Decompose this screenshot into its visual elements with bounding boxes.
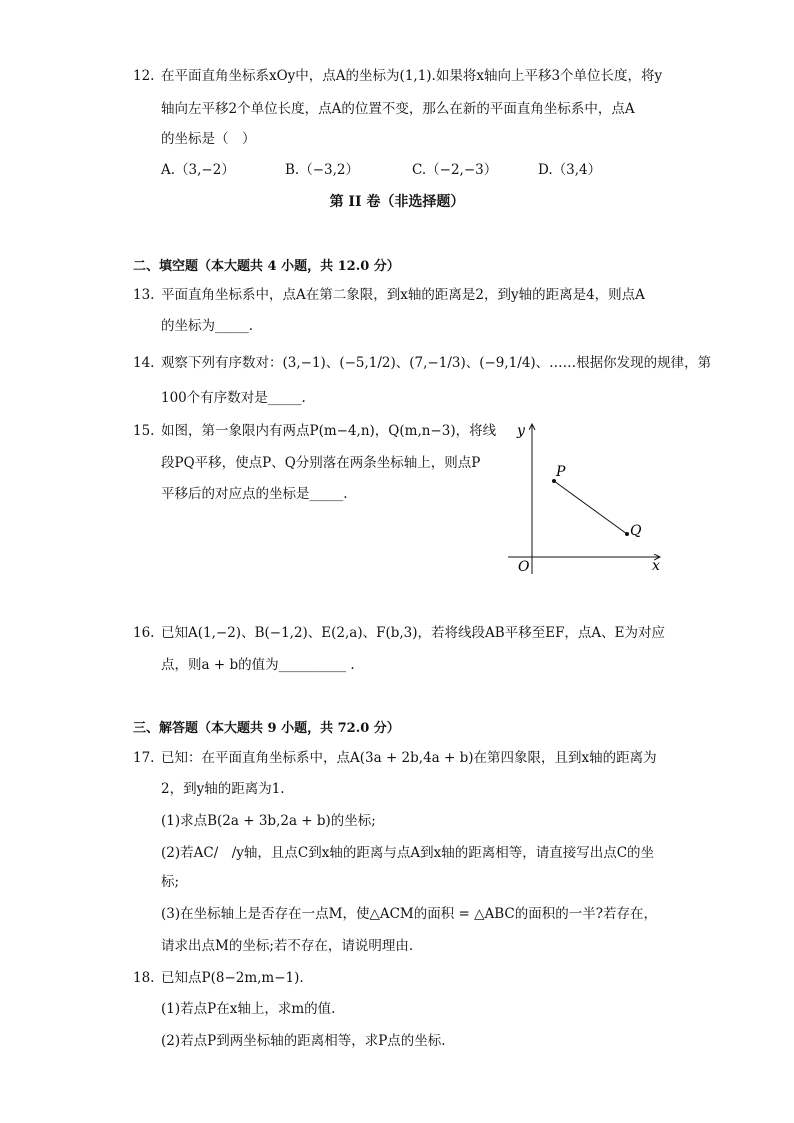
coordinate-figure [500,418,670,578]
x-axis-label: x [652,558,660,574]
question-text-line: (2)若点P到两坐标轴的距离相等，求P点的坐标. [161,1033,446,1049]
question-text-line: (1)若点P在x轴上，求m的值. [161,1001,336,1017]
y-axis-label: y [517,423,525,439]
question-text-line: 标; [161,874,180,890]
point-p-label: P [556,464,566,480]
question-number: 18. [133,970,155,986]
option-c: C.（−2,−3） [412,162,498,178]
question-number: 16. [133,625,155,641]
point-q-label: Q [630,523,642,539]
question-text-line: 观察下列有序数对：(3,−1)、(−5,1/2)、(7,−1/3)、(−9,1/4)、……根据你发现的规律，第 [161,355,712,371]
question-text-line: 的坐标是（ ） [161,131,256,147]
section-heading: 二、填空题（本大题共 4 小题，共 12.0 分） [133,259,400,274]
question-text-line: 的坐标为_____. [161,318,254,334]
question-text-line: 如图，第一象限内有两点P(m−4,n)，Q(m,n−3)，将线 [161,423,497,439]
question-number: 12. [133,68,155,84]
question-text-line: 点，则a + b的值为__________ . [161,657,355,673]
question-text-line: 平移后的对应点的坐标是_____. [161,486,348,502]
section-heading: 三、解答题（本大题共 9 小题，共 72.0 分） [133,721,400,736]
question-number: 17. [133,750,155,766]
option-a: A.（3,−2） [161,162,235,178]
question-number: 13. [133,287,155,303]
question-text-line: 平面直角坐标系中，点A在第二象限，到x轴的距离是2，到y轴的距离是4，则点A [161,287,645,303]
question-text-line: 已知A(1,−2)、B(−1,2)、E(2,a)、F(b,3)，若将线段AB平移至EF，点A、E为对应 [161,625,666,641]
question-text-line: (3)在坐标轴上是否存在一点M，使△ACM的面积 = △ABC的面积的一半?若存在， [161,906,657,922]
option-b: B.（−3,2） [285,162,359,178]
question-text-line: 在平面直角坐标系xOy中，点A的坐标为(1,1).如果将x轴向上平移3个单位长度，将y [161,68,663,84]
segment-pq [554,481,627,534]
question-number: 14. [133,355,155,371]
question-number: 15. [133,423,155,439]
question-text-line: 请求出点M的坐标;若不存在，请说明理由. [161,938,414,954]
question-text-line: (1)求点B(2a + 3b,2a + b)的坐标; [161,813,376,829]
question-text-line: 已知：在平面直角坐标系中，点A(3a + 2b,4a + b)在第四象限，且到x轴的距离为 [161,750,657,766]
question-text-line: 段PQ平移，使点P、Q分别落在两条坐标轴上，则点P [161,455,481,471]
question-text-line: 2，到y轴的距离为1. [161,781,285,797]
option-d: D.（3,4） [538,162,602,178]
question-text-line: (2)若AC/ /y轴，且点C到x轴的距离与点A到x轴的距离相等，请直接写出点C的坐 [161,845,655,861]
point-q [625,532,629,536]
question-text-line: 轴向左平移2个单位长度，点A的位置不变，那么在新的平面直角坐标系中，点A [161,101,635,117]
part-title: 第 II 卷（非选择题） [329,194,465,210]
question-text-line: 100个有序数对是_____. [161,390,306,406]
question-text-line: 已知点P(8−2m,m−1). [161,970,304,986]
origin-label: O [518,559,530,575]
